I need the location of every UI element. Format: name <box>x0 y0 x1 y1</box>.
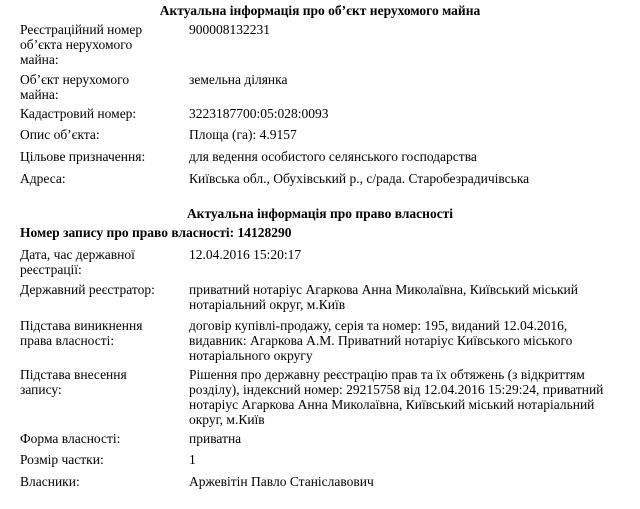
row-value: приватна <box>189 431 242 446</box>
row-value: договір купівлі-продажу, серія та номер: 195, виданий 12.04.2016, видавник: Агаркова А.М. Приватний нотаріус Київського міського нотаріального округу <box>189 318 573 363</box>
row-value: приватний нотаріус Агаркова Анна Миколаївна, Київський міський нотаріальний округ, м.Київ <box>189 282 578 312</box>
row-value: 900008132231 <box>189 22 270 37</box>
row-value: 12.04.2016 15:20:17 <box>189 247 302 262</box>
row-label: Кадастровий номер: <box>20 106 137 121</box>
row-value: 1 <box>189 452 196 467</box>
row-value: Площа (га): 4.9157 <box>189 127 297 142</box>
row-label: Форма власності: <box>20 431 121 446</box>
row-label: Опис об’єкта: <box>20 127 100 142</box>
row-value: земельна ділянка <box>189 72 288 87</box>
row-value: Рішення про державну реєстрацію прав та їх обтяжень (з відкриттям розділу), індексний номер: 29215758 від 12.04.2016 15:29:24, приватний нотаріус Агаркова Анна Миколаївна, Київський міський нотаріальний округ, м.Київ <box>189 367 604 427</box>
row-value: для ведення особистого селянського господарства <box>189 149 477 164</box>
row-label: Розмір частки: <box>20 452 104 467</box>
row-label: Державний реєстратор: <box>20 282 155 297</box>
row-label: Підстава виникнення права власності: <box>20 318 143 348</box>
row-value: 3223187700:05:028:0093 <box>189 106 329 121</box>
ownership-record-heading: Номер запису про право власності: 14128290 <box>20 225 292 240</box>
row-label: Адреса: <box>20 171 66 186</box>
row-value: Київська обл., Обухівський р., с/рада. Старобезрадичівська <box>189 171 530 186</box>
row-value: Аржевітін Павло Станіславович <box>189 474 374 489</box>
ownership-section-title: Актуальна інформація про право власності <box>186 206 454 221</box>
row-label: Об’єкт нерухомого майна: <box>20 72 130 102</box>
row-label: Підстава внесення запису: <box>20 367 127 397</box>
row-label: Цільове призначення: <box>20 149 146 164</box>
row-label: Дата, час державної реєстрації: <box>20 247 135 277</box>
row-label: Реєстраційний номер об’єкта нерухомого майна: <box>20 22 143 67</box>
object-section-title: Актуальна інформація про об’єкт нерухомого майна <box>159 3 481 18</box>
row-label: Власники: <box>20 474 80 489</box>
